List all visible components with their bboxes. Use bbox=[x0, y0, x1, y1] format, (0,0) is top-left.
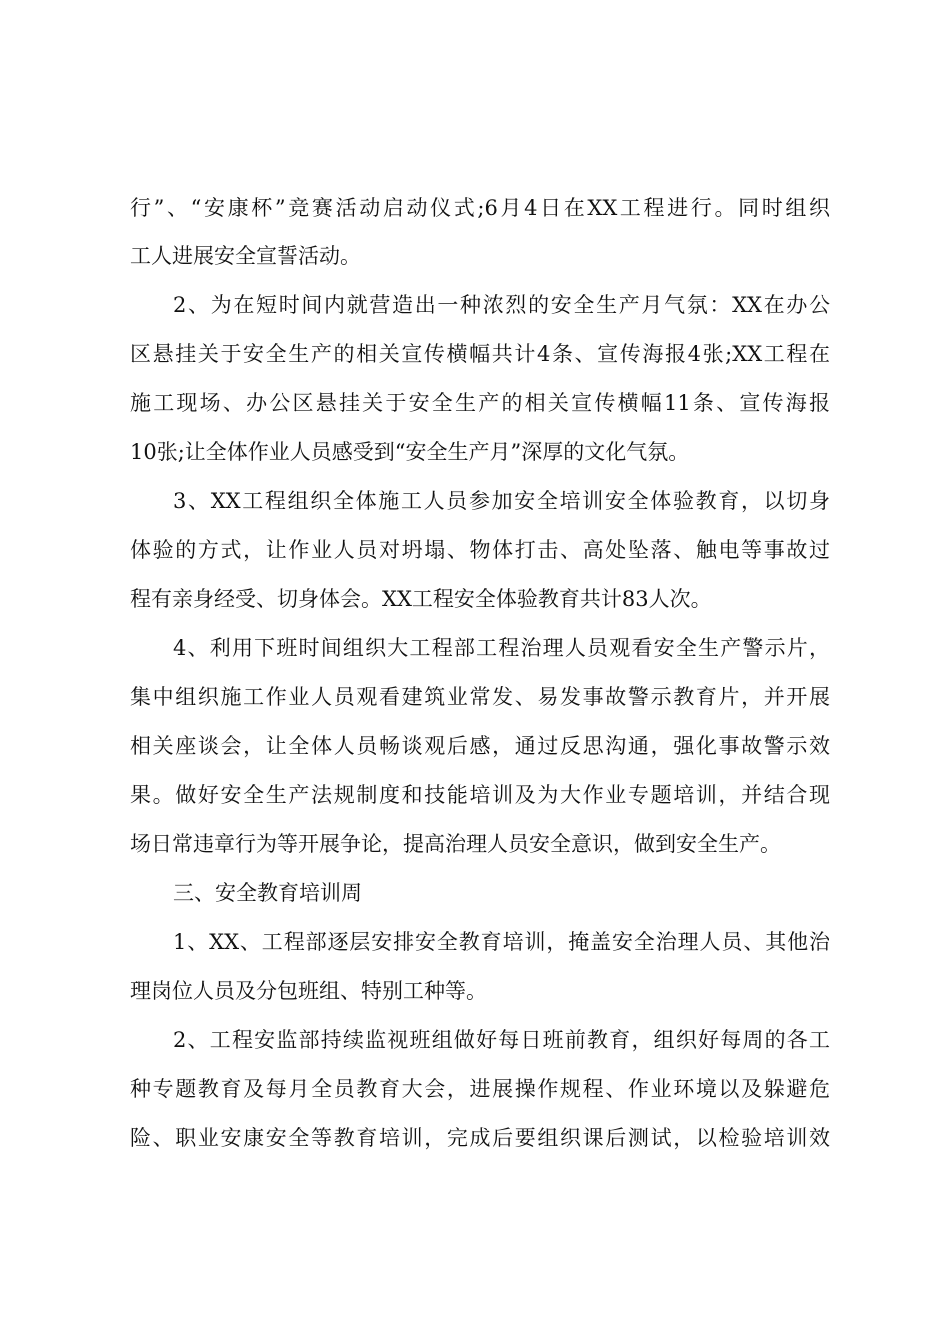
text-line-3: 2、为在短时间内就营造出一种浓烈的安全生产月气氛：XX在办公 bbox=[173, 293, 830, 317]
text-line-9: 程有亲身经受、切身体会。XX工程安全体验教育共计83人次。 bbox=[130, 587, 712, 611]
text-line-8: 体验的方式，让作业人员对坍塌、物体打击、高处坠落、触电等事故过 bbox=[130, 538, 830, 562]
text-line-5: 施工现场、办公区悬挂关于安全生产的相关宣传横幅11条、宣传海报 bbox=[130, 391, 830, 415]
text-line-11: 集中组织施工作业人员观看建筑业常发、易发事故警示教育片，并开展 bbox=[130, 685, 830, 709]
text-line-16: 1、XX、工程部逐层安排安全教育培训，掩盖安全治理人员、其他治 bbox=[173, 930, 830, 954]
section-heading: 三、安全教育培训周 bbox=[173, 881, 362, 905]
text-line-2: 工人进展安全宣誓活动。 bbox=[130, 244, 361, 268]
text-line-7: 3、XX工程组织全体施工人员参加安全培训安全体验教育，以切身 bbox=[173, 489, 830, 513]
text-line-6: 10张;让全体作业人员感受到“安全生产月”深厚的文化气氛。 bbox=[130, 440, 690, 464]
text-line-1: 行”、“安康杯”竞赛活动启动仪式;6月4日在XX工程进行。同时组织 bbox=[130, 196, 830, 220]
text-line-4: 区悬挂关于安全生产的相关宣传横幅共计4条、宣传海报4张;XX工程在 bbox=[130, 342, 830, 366]
text-line-19: 种专题教育及每月全员教育大会，进展操作规程、作业环境以及躲避危 bbox=[130, 1077, 830, 1101]
text-line-18: 2、工程安监部持续监视班组做好每日班前教育，组织好每周的各工 bbox=[173, 1028, 830, 1052]
text-line-12: 相关座谈会，让全体人员畅谈观后感，通过反思沟通，强化事故警示效 bbox=[130, 734, 830, 758]
text-line-20: 险、职业安康安全等教育培训，完成后要组织课后测试，以检验培训效 bbox=[130, 1126, 830, 1150]
text-line-13: 果。做好安全生产法规制度和技能培训及为大作业专题培训，并结合现 bbox=[130, 783, 830, 807]
text-line-10: 4、利用下班时间组织大工程部工程治理人员观看安全生产警示片， bbox=[173, 636, 830, 660]
text-line-14: 场日常违章行为等开展争论，提高治理人员安全意识，做到安全生产。 bbox=[130, 832, 781, 856]
text-line-17: 理岗位人员及分包班组、特别工种等。 bbox=[130, 979, 487, 1003]
